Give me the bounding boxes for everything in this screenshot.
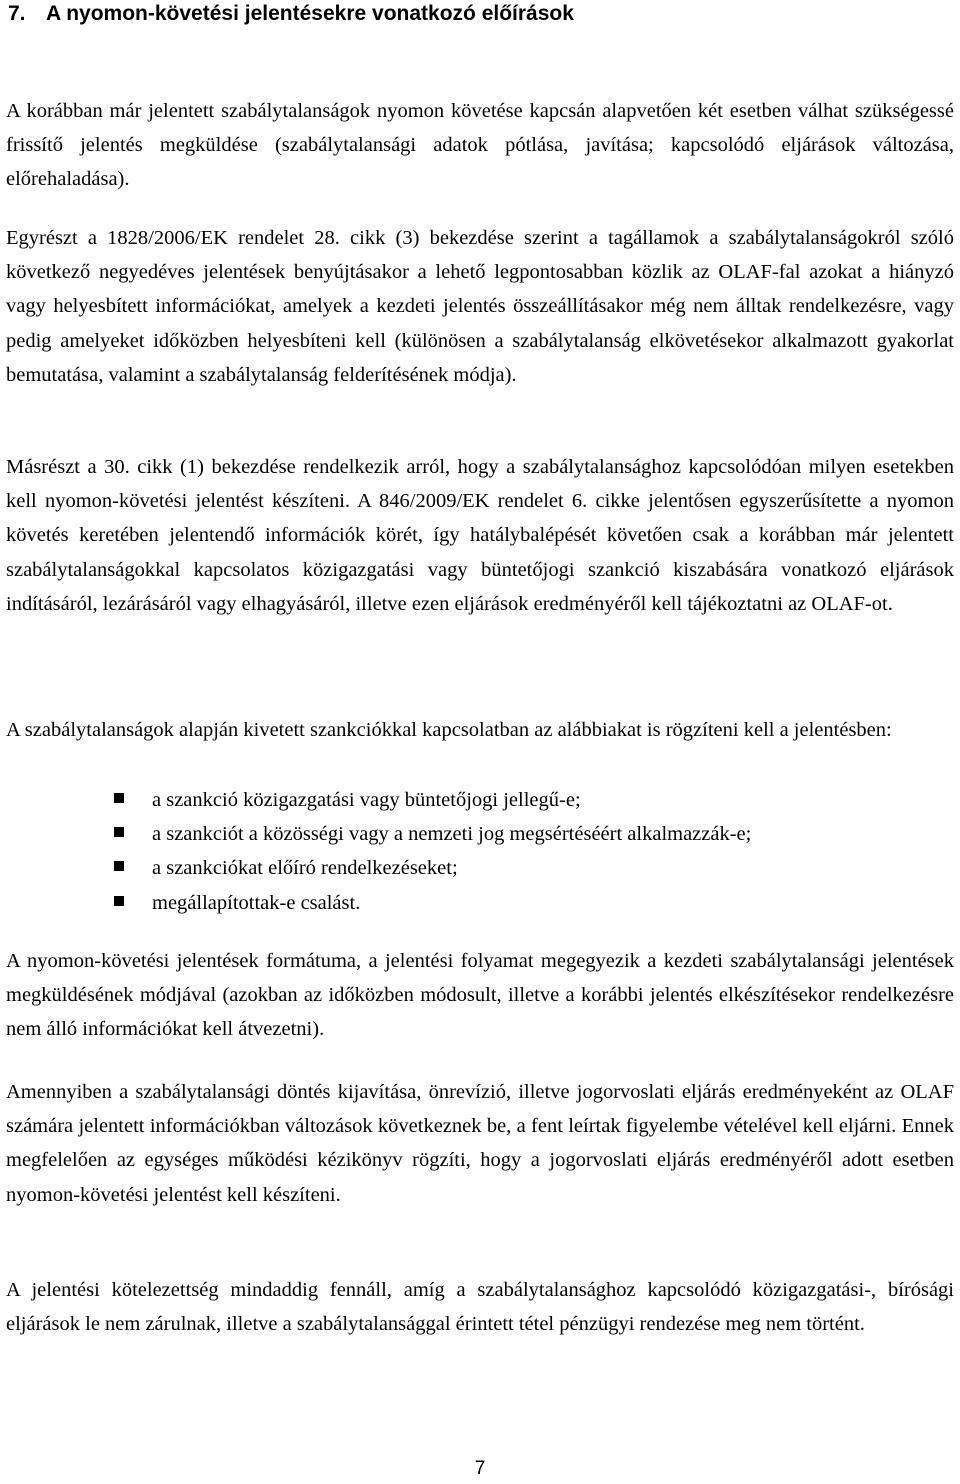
paragraph-format: A nyomon-követési jelentések formátuma, a jelentési folyamat megegyezik a kezdeti szabálytalansági jelentések megküldésének módjával (azokban az időközben módosult, illetve a korábbi jelentés elkészítésekor rendelkezésre nem álló információkat kell átvezetni). (6, 950, 954, 1041)
sanctions-list (6, 783, 954, 920)
section-number: 7. (8, 2, 26, 25)
square-bullet-icon (114, 827, 124, 837)
section-title: A nyomon-követési jelentésekre vonatkozó előírások (46, 2, 574, 25)
square-bullet-icon (114, 793, 124, 803)
square-bullet-icon (114, 861, 124, 871)
list-item: a szankciókat előíró rendelkezéseket; (6, 851, 954, 885)
paragraph-sanctions-intro: A szabálytalanságok alapján kivetett szankciókkal kapcsolatban az alábbiakat is rögzíteni kell a jelentésben: (6, 719, 892, 741)
square-bullet-icon (114, 896, 124, 906)
list-item: a szankciót a közösségi vagy a nemzeti jog megsértéséért alkalmazzák-e; (6, 817, 954, 851)
paragraph-obligation: A jelentési kötelezettség mindaddig fennáll, amíg a szabálytalansághoz kapcsolódó közigazgatási-, bírósági eljárások le nem zárulnak, illetve a szabálytalansággal érintett tétel pénzügyi rendezése meg nem történt. (6, 1279, 954, 1336)
paragraph-intro: A korábban már jelentett szabálytalanságok nyomon követése kapcsán alapvetően két esetben válhat szükségessé frissítő jelentés megküldése (szabálytalansági adatok pótlása, javítása; kapcsolódó eljárások változása, előrehaladása). (6, 100, 954, 191)
section-heading (8, 2, 574, 26)
page-number: 7 (474, 1458, 486, 1479)
paragraph-corrections: Amennyiben a szabálytalansági döntés kijavítása, önrevízió, illetve jogorvoslati eljárás eredményeként az OLAF számára jelentett információkban változások következnek be, a fent leírtak figyelembe vételével kell eljárni. Ennek megfelelően az egységes működési kézikönyv rögzíti, hogy a jogorvoslati eljárás eredményéről adott esetben nyomon-követési jelentést kell készíteni. (6, 1081, 954, 1206)
list-item: a szankció közigazgatási vagy büntetőjogi jellegű-e; (6, 783, 954, 817)
paragraph-firstly: Egyrészt a 1828/2006/EK rendelet 28. cikk (3) bekezdése szerint a tagállamok a szabálytalanságokról szóló következő negyedéves jelentések benyújtásakor a lehető legpontosabban közlik az OLAF-fal azokat a hiányzó vagy helyesbített információkat, amelyek a kezdeti jelentés összeállításakor még nem álltak rendelkezésre, vagy pedig amelyeket időközben helyesbíteni kell (különösen a szabálytalanság elkövetésekor alkalmazott gyakorlat bemutatása, valamint a szabálytalanság felderítésének módja). (6, 227, 954, 386)
list-item: megállapítottak-e csalást. (6, 886, 954, 920)
paragraph-secondly: Másrészt a 30. cikk (1) bekezdése rendelkezik arról, hogy a szabálytalansághoz kapcsolódóan milyen esetekben kell nyomon-követési jelentést készíteni. A 846/2009/EK rendelet 6. cikke jelentősen egyszerűsítette a nyomon követés keretében jelentendő információk körét, így hatálybalépését követően csak a korábban már jelentett szabálytalanságokkal kapcsolatos közigazgatási vagy büntetőjogi szankció kiszabására vonatkozó eljárások indításáról, lezárásáról vagy elhagyásáról, illetve ezen eljárások eredményéről kell tájékoztatni az OLAF-ot. (6, 456, 954, 615)
